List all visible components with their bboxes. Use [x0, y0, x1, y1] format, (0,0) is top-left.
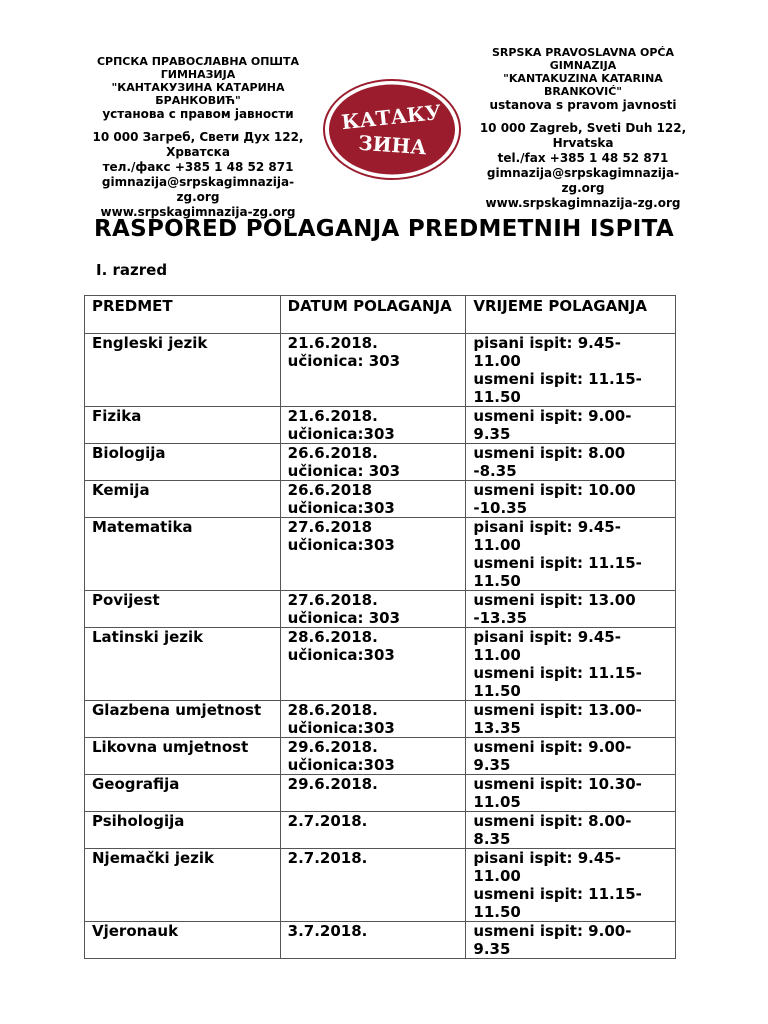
cell-time: usmeni ispit: 13.00- 13.35	[466, 701, 676, 738]
table-row	[85, 407, 676, 444]
cell-time: usmeni ispit: 9.00- 9.35	[466, 738, 676, 775]
cell-subject: Biologija	[85, 444, 281, 481]
cell-date: 27.6.2018 učionica:303	[280, 518, 466, 591]
school-status: установа с правом јавности	[102, 107, 294, 121]
column-header-time: VRIJEME POLAGANJA	[466, 296, 676, 334]
school-address-country: Hrvatska	[552, 136, 614, 150]
cell-time: usmeni ispit: 8.00- 8.35	[466, 812, 676, 849]
cell-subject: Psihologija	[85, 812, 281, 849]
school-name-line: БРАНКОВИЋ"	[155, 94, 241, 107]
cell-date: 21.6.2018. učionica: 303	[280, 334, 466, 407]
school-header-latin	[478, 46, 688, 211]
school-logo	[322, 78, 462, 181]
school-address: 10 000 Загреб, Свети Дух 122,	[92, 130, 304, 144]
school-header-cyrillic	[82, 55, 314, 220]
table-row	[85, 812, 676, 849]
cell-date: 28.6.2018. učionica:303	[280, 628, 466, 701]
cell-subject: Povijest	[85, 591, 281, 628]
cell-subject: Glazbena umjetnost	[85, 701, 281, 738]
cell-date: 21.6.2018. učionica:303	[280, 407, 466, 444]
cell-subject: Latinski jezik	[85, 628, 281, 701]
table-row	[85, 849, 676, 922]
school-address-country: Хрватска	[166, 145, 230, 159]
cell-time: pisani ispit: 9.45- 11.00 usmeni ispit: 11.15- 11.50	[466, 849, 676, 922]
cell-date: 29.6.2018. učionica:303	[280, 738, 466, 775]
school-name-line: СРПСКА ПРАВОСЛАВНА ОПШТА	[96, 55, 300, 68]
cell-date: 29.6.2018.	[280, 775, 466, 812]
school-status: ustanova s pravom javnosti	[489, 98, 677, 112]
cell-date: 2.7.2018.	[280, 849, 466, 922]
cell-subject: Kemija	[85, 481, 281, 518]
svg-text:КАТАКУ: КАТАКУ	[340, 99, 443, 135]
school-name-line: "KANTAKUZINA KATARINA	[503, 72, 663, 85]
cell-subject: Njemački jezik	[85, 849, 281, 922]
cell-time: usmeni ispit: 13.00 -13.35	[466, 591, 676, 628]
table-row	[85, 481, 676, 518]
cell-subject: Geografija	[85, 775, 281, 812]
cell-subject: Fizika	[85, 407, 281, 444]
cell-time: usmeni ispit: 10.30- 11.05	[466, 775, 676, 812]
column-header-date: DATUM POLAGANJA	[280, 296, 466, 334]
school-website: www.srpskagimnazija-zg.org	[485, 196, 681, 210]
table-row	[85, 334, 676, 407]
cell-time: pisani ispit: 9.45- 11.00 usmeni ispit: 11.15- 11.50	[466, 518, 676, 591]
cell-date: 28.6.2018. učionica:303	[280, 701, 466, 738]
cell-date: 3.7.2018.	[280, 922, 466, 959]
cell-subject: Vjeronauk	[85, 922, 281, 959]
school-name-line: BRANKOVIĆ"	[543, 85, 623, 98]
school-email: gimnazija@srpskagimnazija-	[486, 166, 680, 180]
cell-subject: Likovna umjetnost	[85, 738, 281, 775]
table-row	[85, 738, 676, 775]
table-row	[85, 701, 676, 738]
cell-date: 27.6.2018. učionica: 303	[280, 591, 466, 628]
column-header-subject: PREDMET	[85, 296, 281, 334]
cell-time: pisani ispit: 9.45- 11.00 usmeni ispit: 11.15- 11.50	[466, 334, 676, 407]
cell-time: usmeni ispit: 8.00 -8.35	[466, 444, 676, 481]
cell-time: usmeni ispit: 10.00 -10.35	[466, 481, 676, 518]
school-phone: тел./факс +385 1 48 52 871	[102, 160, 294, 174]
table-row	[85, 922, 676, 959]
school-address: 10 000 Zagreb, Sveti Duh 122,	[479, 121, 687, 135]
svg-text:ЗИНА: ЗИНА	[357, 130, 428, 160]
cell-date: 26.6.2018. učionica: 303	[280, 444, 466, 481]
school-email: gimnazija@srpskagimnazija-zg.org	[101, 175, 295, 204]
table-row	[85, 775, 676, 812]
cell-time: usmeni ispit: 9.00- 9.35	[466, 922, 676, 959]
cell-date: 2.7.2018.	[280, 812, 466, 849]
exam-schedule-table	[84, 295, 676, 959]
cell-subject: Matematika	[85, 518, 281, 591]
table-row	[85, 591, 676, 628]
school-name-line: GIMNAZIJA	[549, 59, 617, 72]
cell-time: usmeni ispit: 9.00- 9.35	[466, 407, 676, 444]
cell-date: 26.6.2018 učionica:303	[280, 481, 466, 518]
table-header-row	[85, 296, 676, 334]
school-name-line: ГИМНАЗИЈА	[160, 68, 236, 81]
grade-label: I. razred	[96, 261, 168, 279]
cell-subject: Engleski jezik	[85, 334, 281, 407]
table-row	[85, 444, 676, 481]
school-phone: tel./fax +385 1 48 52 871	[497, 151, 669, 165]
table-row	[85, 628, 676, 701]
document-title: RASPORED POLAGANJA PREDMETNIH ISPITA	[94, 216, 674, 242]
school-website: www.srpskagimnazija-zg.org	[100, 205, 296, 219]
school-name-line: "КАНТАКУЗИНА КАТАРИНА	[111, 81, 285, 94]
school-email-cont: zg.org	[561, 181, 605, 195]
cell-time: pisani ispit: 9.45- 11.00 usmeni ispit: 11.15- 11.50	[466, 628, 676, 701]
table-row	[85, 518, 676, 591]
school-name-line: SRPSKA PRAVOSLAVNA OPĆA	[492, 46, 674, 59]
